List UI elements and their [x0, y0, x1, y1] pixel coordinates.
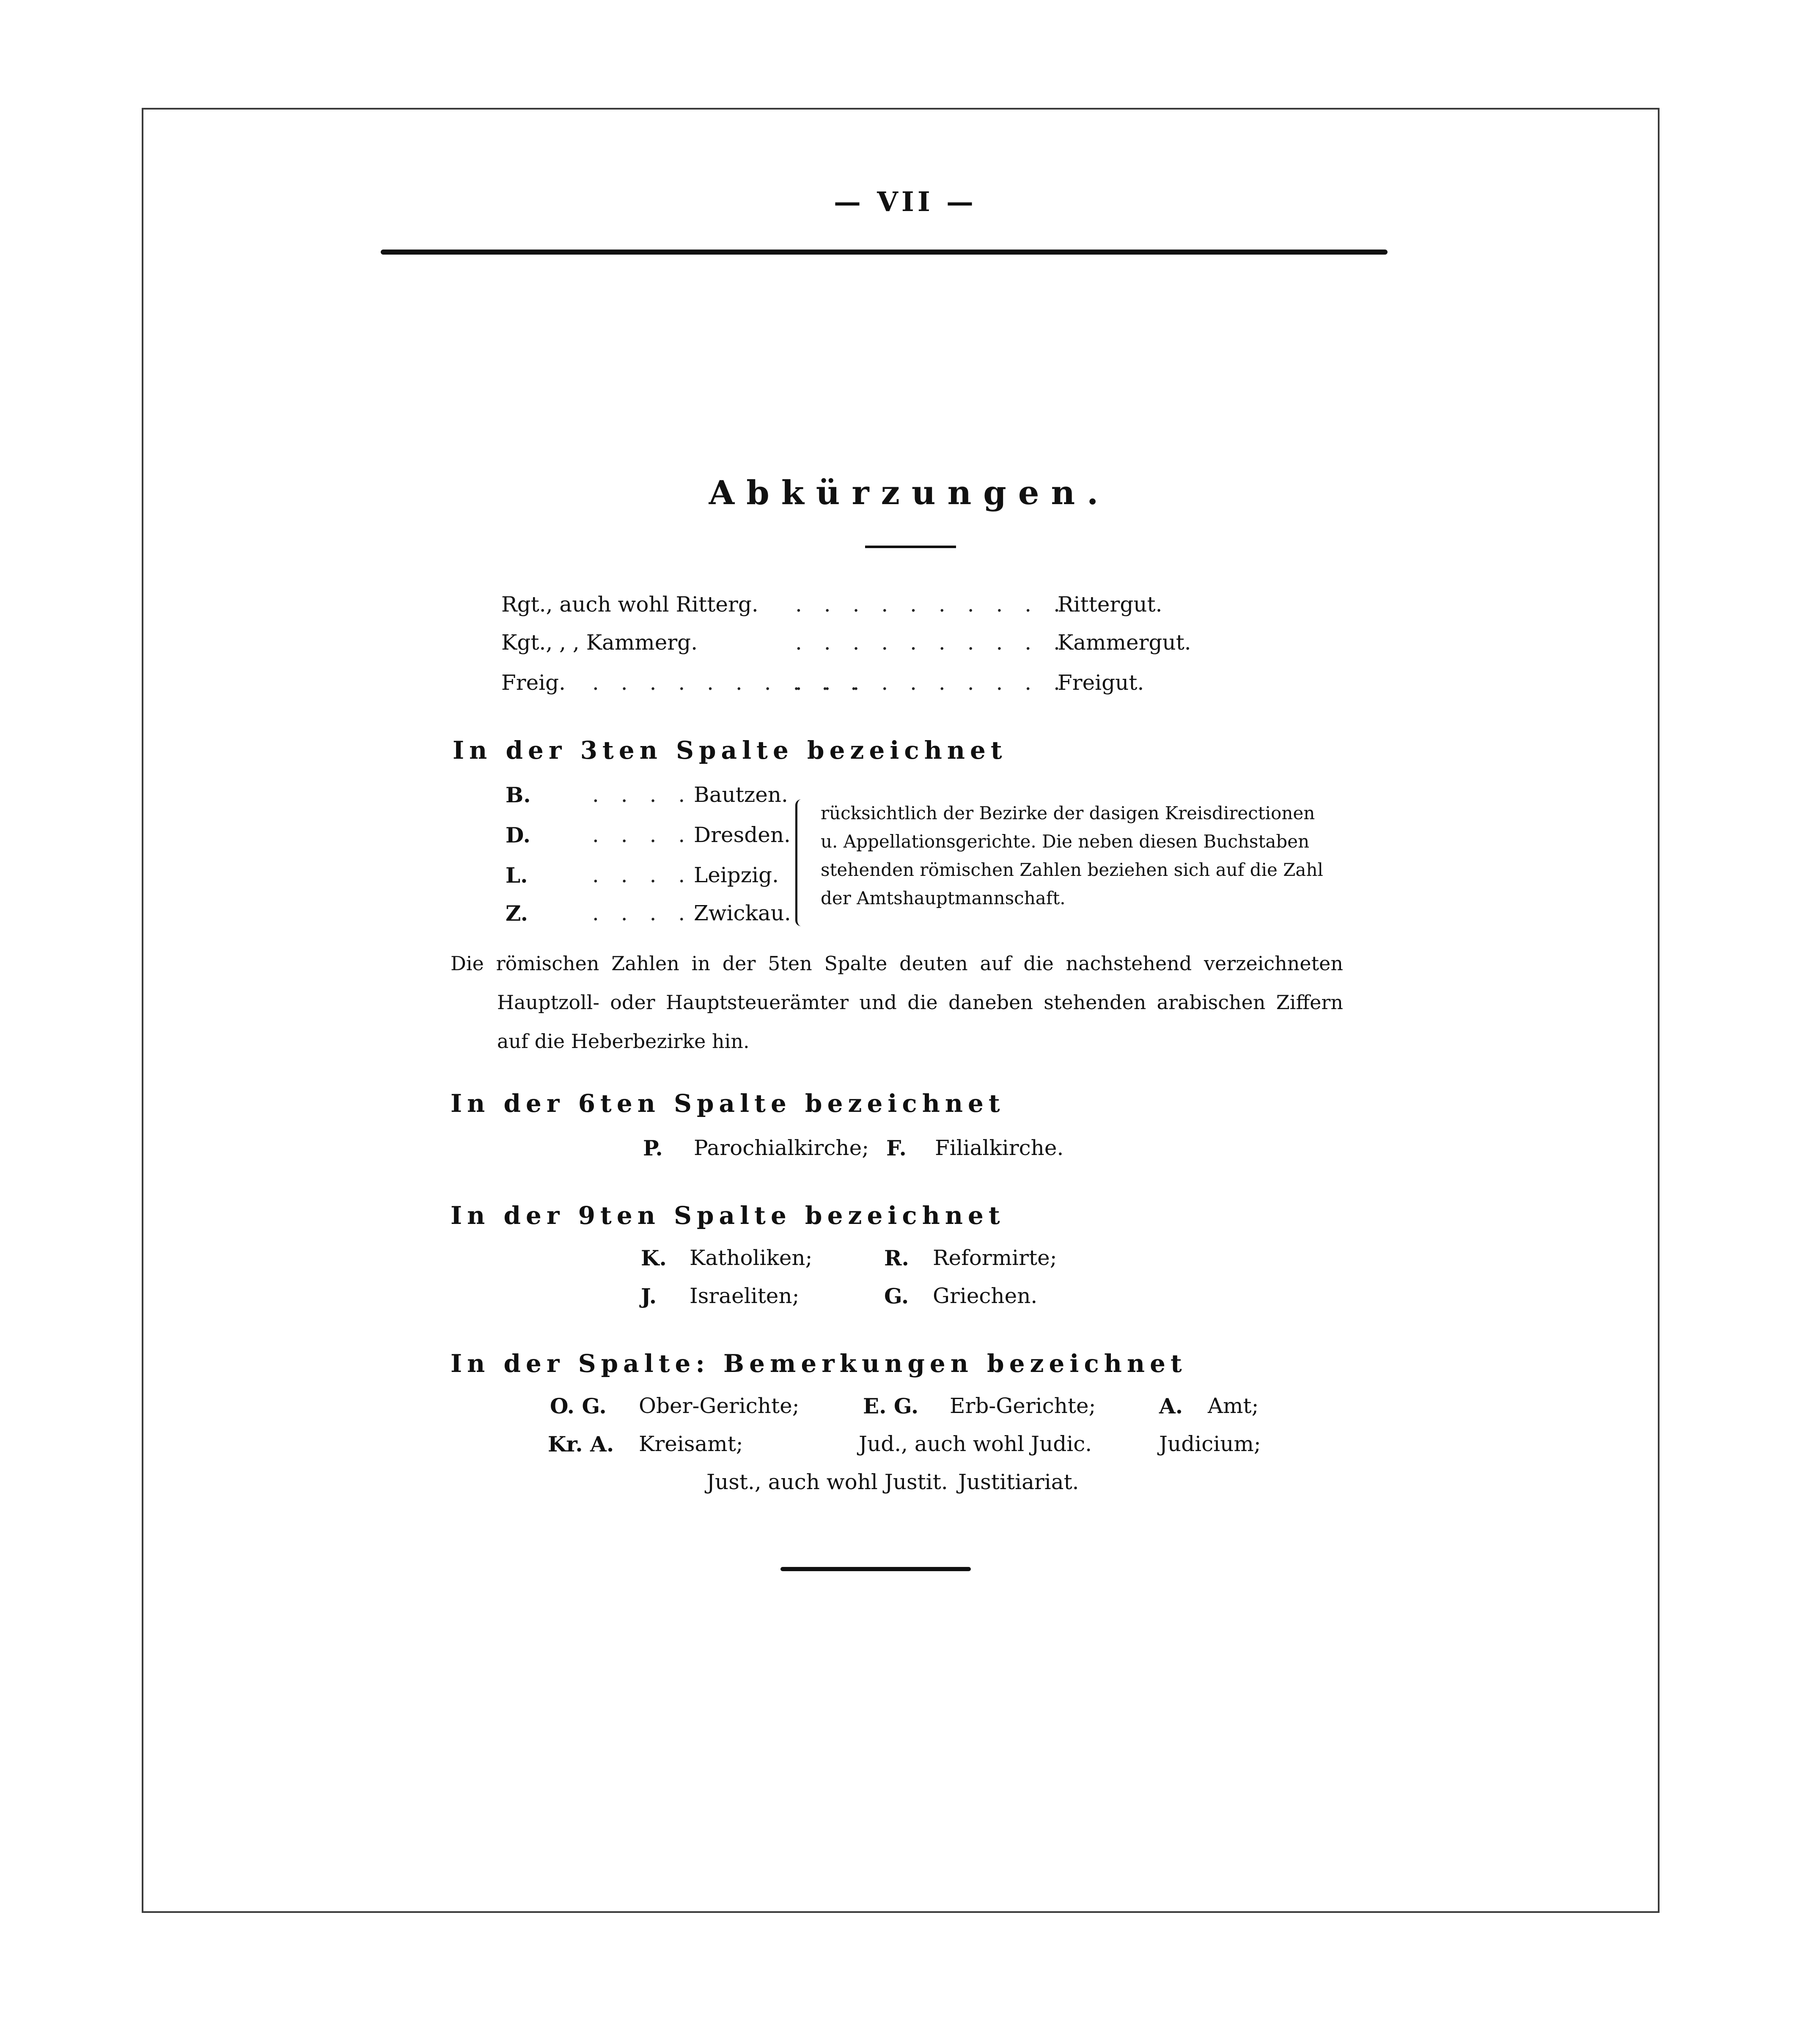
- section-heading: In der 9ten Spalte bezeichnet: [451, 1201, 1005, 1230]
- section-heading: In der 6ten Spalte bezeichnet: [451, 1089, 1005, 1118]
- brace: [795, 799, 806, 926]
- abbr-letter: O. G.: [550, 1394, 607, 1418]
- abbr-letter: G.: [884, 1284, 909, 1309]
- abbr-short: Kgt., , , Kammerg.: [501, 630, 698, 655]
- page-title: Abkürzungen.: [709, 474, 1110, 512]
- district-note-line: u. Appellationsgerichte. Die neben diesen Buchstaben: [821, 831, 1310, 852]
- abbr-letter: A.: [1159, 1394, 1183, 1418]
- abbr-meaning: Just., auch wohl Justit.: [706, 1470, 948, 1494]
- abbr-meaning: Israeliten;: [690, 1284, 800, 1308]
- district-letter: L.: [506, 863, 528, 888]
- abbr-letter: P.: [643, 1136, 663, 1161]
- abbr-meaning: Reformirte;: [933, 1246, 1057, 1270]
- abbr-letter: E. G.: [863, 1394, 919, 1418]
- abbr-long: Freigut.: [1058, 670, 1144, 695]
- abbr-meaning: Judicium;: [1159, 1432, 1261, 1456]
- abbr-meaning: Kreisamt;: [639, 1432, 743, 1456]
- section5-paragraph: Die römischen Zahlen in der 5ten Spalte deuten auf die nachstehend verzeichneten Hauptzoll- oder Hauptsteuerämter und die daneben stehenden arabischen Ziffern auf die Heberbezirke hin.: [451, 952, 1343, 1053]
- dot-leader: . . . . . . . . . .: [795, 592, 1068, 617]
- header-rule: [381, 250, 1388, 255]
- section-heading: In der 3ten Spalte bezeichnet: [453, 736, 1007, 765]
- district-letter: B.: [506, 782, 531, 807]
- dot-leader: . . . . . . . . . .: [592, 670, 865, 695]
- abbr-meaning: Erb-Gerichte;: [950, 1394, 1096, 1418]
- abbr-meaning: Justitiariat.: [958, 1470, 1079, 1494]
- dot-leader: . . . .: [592, 901, 693, 925]
- district-name: Dresden.: [694, 823, 791, 847]
- district-letter: D.: [506, 823, 530, 848]
- abbr-short: Freig.: [501, 670, 566, 695]
- dot-leader: . . . .: [592, 863, 693, 887]
- district-note-line: der Amtshauptmannschaft.: [821, 888, 1066, 908]
- district-name: Leipzig.: [694, 863, 779, 887]
- abbr-meaning: Katholiken;: [690, 1246, 813, 1270]
- abbr-meaning: Ober-Gerichte;: [639, 1394, 800, 1418]
- dot-leader: . . . . . . . . . .: [795, 670, 1068, 695]
- page-number: — VII —: [833, 186, 977, 218]
- abbr-meaning: Jud., auch wohl Judic.: [859, 1432, 1092, 1456]
- end-rule: [780, 1567, 971, 1571]
- district-name: Zwickau.: [694, 901, 791, 925]
- district-note-line: stehenden römischen Zahlen beziehen sich auf die Zahl: [821, 859, 1323, 880]
- abbr-letter: Kr. A.: [548, 1432, 614, 1457]
- abbr-letter: J.: [641, 1284, 657, 1309]
- section-heading: In der Spalte: Bemerkungen bezeichnet: [451, 1349, 1187, 1378]
- abbr-long: Kammergut.: [1058, 630, 1191, 655]
- abbr-long: Rittergut.: [1058, 592, 1162, 617]
- abbr-meaning: Griechen.: [933, 1284, 1038, 1308]
- abbr-meaning: Amt;: [1208, 1394, 1259, 1418]
- dot-leader: . . . . . . . . . .: [795, 630, 1068, 655]
- abbr-letter: F.: [886, 1136, 907, 1161]
- abbr-short: Rgt., auch wohl Ritterg.: [501, 592, 758, 617]
- abbr-letter: K.: [641, 1246, 667, 1270]
- dot-leader: . . . .: [592, 782, 693, 807]
- abbr-letter: R.: [884, 1246, 909, 1270]
- district-name: Bautzen.: [694, 782, 788, 807]
- abbr-meaning: Filialkirche.: [935, 1136, 1064, 1160]
- abbr-meaning: Parochialkirche;: [694, 1136, 869, 1160]
- title-rule: [865, 546, 956, 548]
- dot-leader: . . . .: [592, 823, 693, 847]
- district-letter: Z.: [506, 901, 528, 926]
- district-note-line: rücksichtlich der Bezirke der dasigen Kreisdirectionen: [821, 803, 1315, 823]
